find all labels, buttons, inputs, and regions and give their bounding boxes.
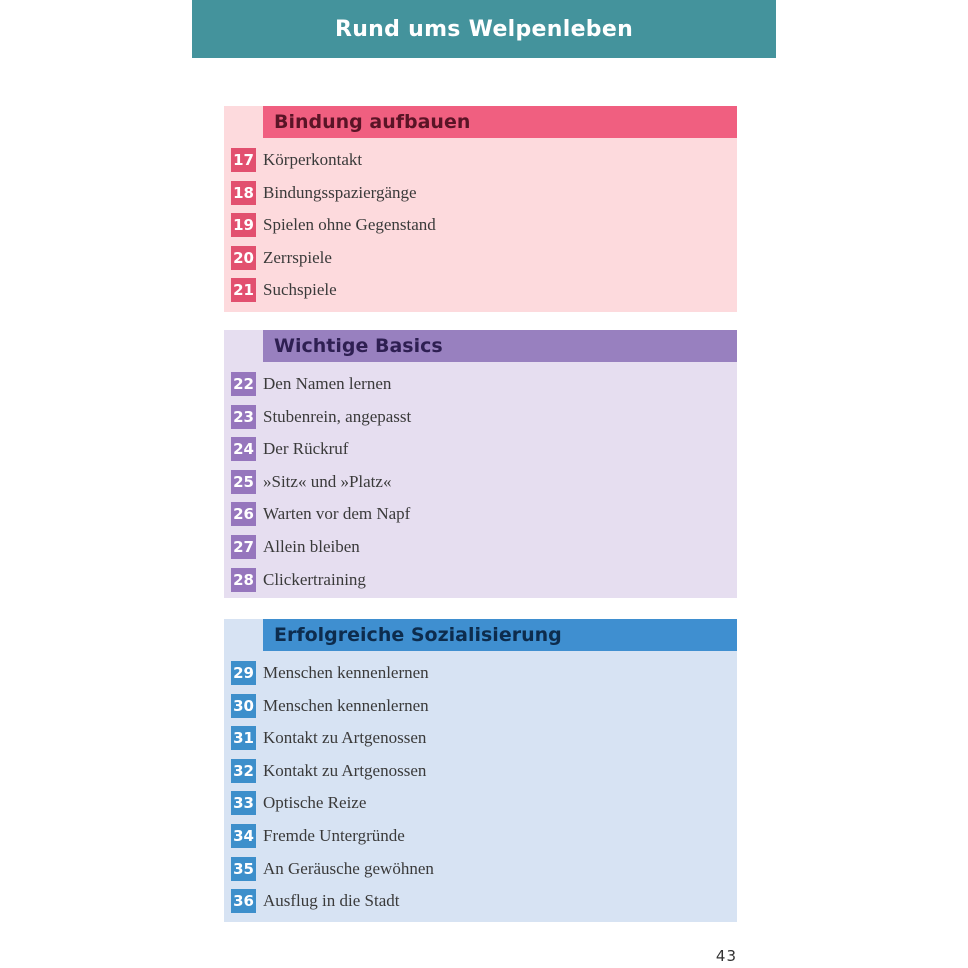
item-label: Suchspiele	[263, 280, 337, 300]
item-label: Stubenrein, angepasst	[263, 406, 412, 426]
toc-item	[224, 181, 737, 214]
item-number: 32	[231, 759, 256, 783]
item-number: 34	[231, 824, 256, 848]
item-number: 19	[231, 213, 256, 237]
toc-list	[224, 372, 737, 600]
toc-item	[224, 568, 737, 601]
item-label: Zerrspiele	[263, 247, 332, 267]
section-title: Bindung aufbauen	[263, 106, 737, 138]
item-label: Spielen ohne Gegenstand	[263, 215, 436, 235]
item-label: Bindungsspaziergänge	[263, 182, 417, 202]
toc-item	[224, 824, 737, 857]
page-header	[192, 0, 776, 58]
item-number: 27	[231, 535, 256, 559]
section-title: Erfolgreiche Sozialisierung	[263, 619, 737, 651]
toc-item	[224, 437, 737, 470]
item-label: Optische Reize	[263, 793, 367, 813]
item-label: Kontakt zu Artgenossen	[263, 728, 427, 748]
item-label: Fremde Untergründe	[263, 825, 405, 845]
item-number: 21	[231, 278, 256, 302]
toc-item	[224, 213, 737, 246]
item-number: 18	[231, 181, 256, 205]
item-label: »Sitz« und »Platz«	[263, 471, 392, 491]
item-number: 23	[231, 405, 256, 429]
item-label: Menschen kennenlernen	[263, 663, 429, 682]
toc-item	[224, 502, 737, 535]
item-label: Ausflug in die Stadt	[263, 891, 400, 911]
toc-item	[224, 694, 737, 727]
section-wichtige-basics	[224, 330, 737, 598]
item-number: 20	[231, 246, 256, 270]
item-number: 30	[231, 694, 256, 718]
item-number: 22	[231, 372, 256, 396]
toc-item	[224, 726, 737, 759]
toc-item	[224, 405, 737, 438]
item-label: Den Namen lernen	[263, 374, 392, 393]
toc-item	[224, 857, 737, 890]
item-label: Menschen kennenlernen	[263, 695, 429, 715]
toc-list	[224, 148, 737, 311]
toc-list	[224, 661, 737, 922]
item-number: 33	[231, 791, 256, 815]
item-number: 35	[231, 857, 256, 881]
item-number: 26	[231, 502, 256, 526]
toc-item	[224, 759, 737, 792]
item-label: Der Rückruf	[263, 439, 349, 459]
item-number: 24	[231, 437, 256, 461]
item-label: Kontakt zu Artgenossen	[263, 760, 427, 780]
item-number: 31	[231, 726, 256, 750]
item-number: 17	[231, 148, 256, 172]
item-number: 29	[231, 661, 256, 685]
page-number: 43	[715, 947, 737, 965]
toc-item	[224, 535, 737, 568]
item-label: Körperkontakt	[263, 150, 363, 169]
toc-item	[224, 278, 737, 311]
section-erfolgreiche-sozialisierung	[224, 619, 737, 922]
section-title: Wichtige Basics	[263, 330, 737, 362]
toc-item	[224, 470, 737, 503]
item-label: Clickertraining	[263, 569, 366, 589]
section-bindung-aufbauen	[224, 106, 737, 312]
item-label: Warten vor dem Napf	[263, 504, 411, 524]
toc-item	[224, 372, 737, 405]
item-label: An Geräusche gewöhnen	[263, 858, 434, 878]
toc-item	[224, 791, 737, 824]
toc-item	[224, 246, 737, 279]
page-title: Rund ums Welpenleben	[334, 16, 634, 42]
item-number: 25	[231, 470, 256, 494]
item-number: 36	[231, 889, 256, 913]
toc-item	[224, 889, 737, 922]
item-label: Allein bleiben	[263, 536, 360, 556]
toc-item	[224, 661, 737, 694]
toc-item	[224, 148, 737, 181]
item-number: 28	[231, 568, 256, 592]
